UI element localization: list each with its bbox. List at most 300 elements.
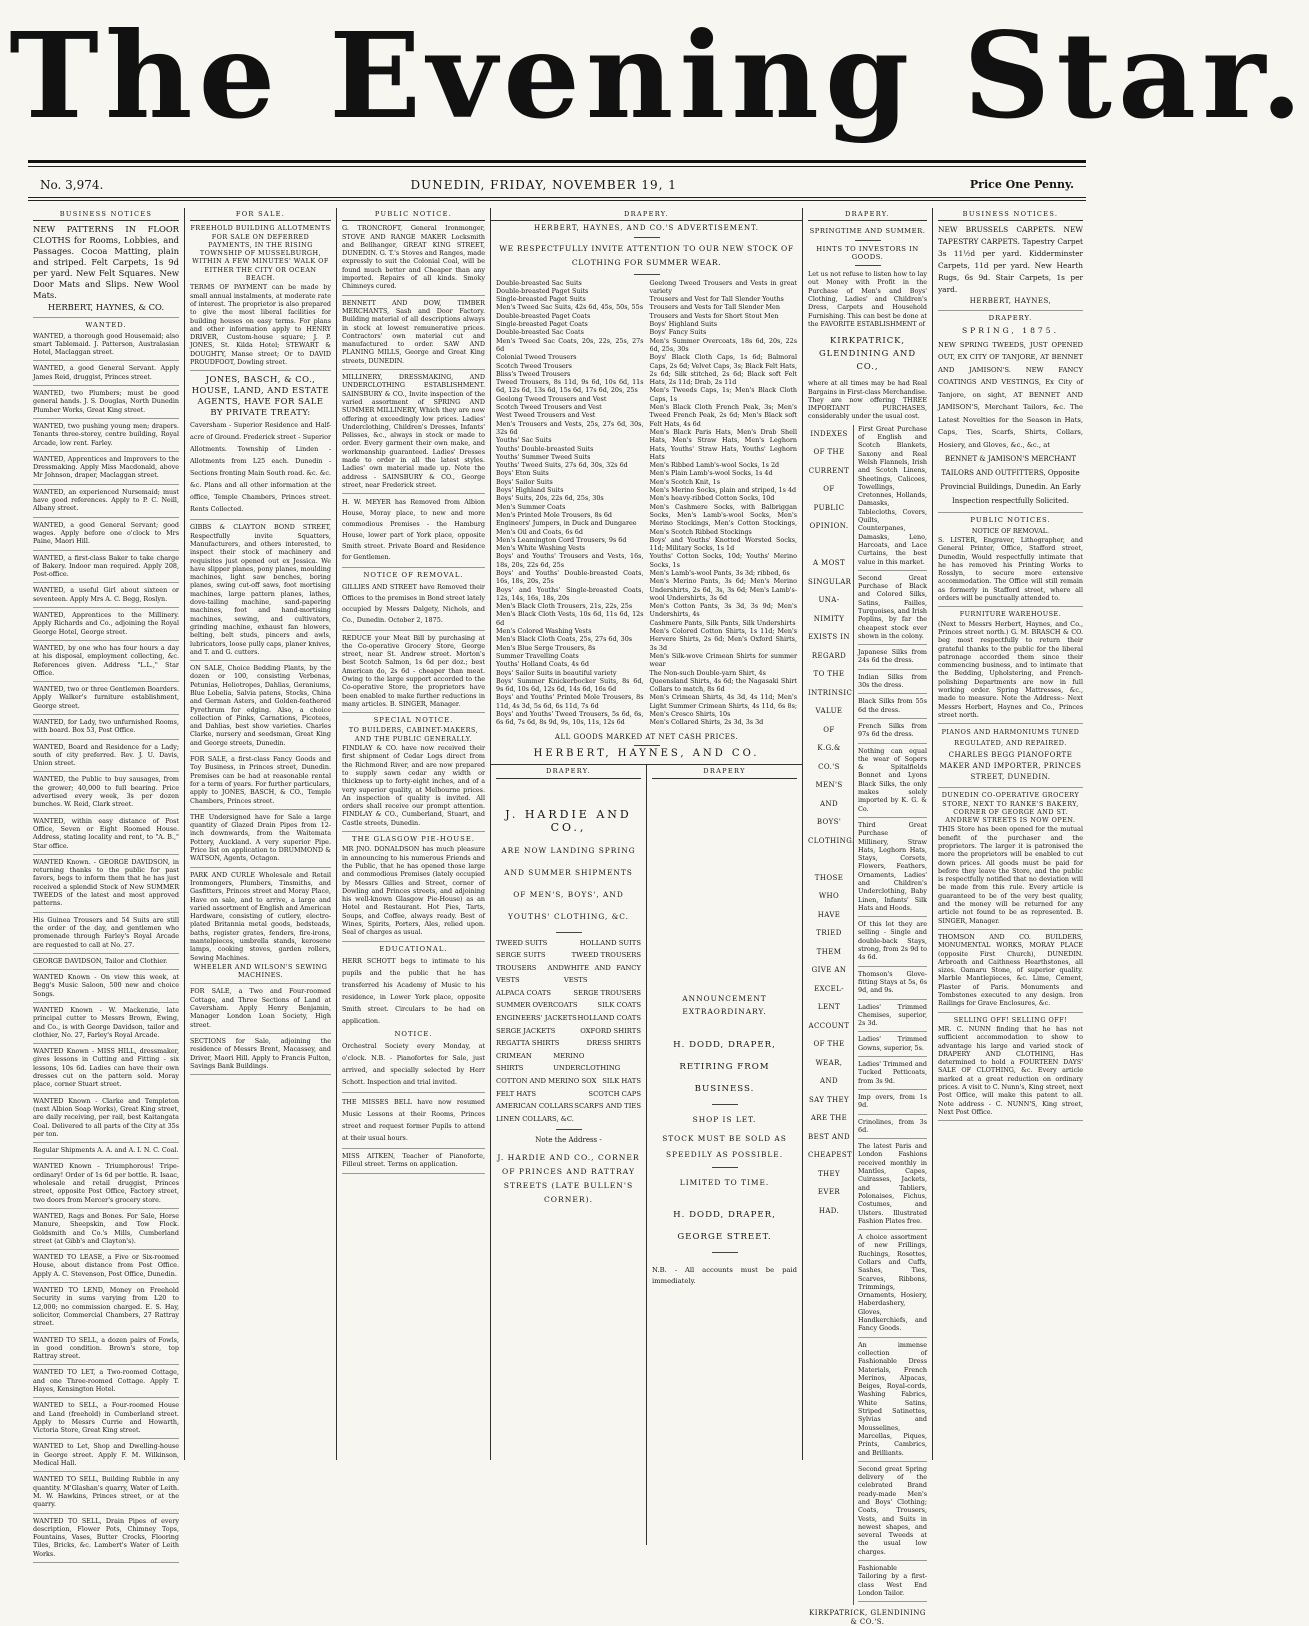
dateline-rule <box>28 197 1086 198</box>
opinion-word <box>808 850 850 869</box>
purchase-item <box>858 1142 927 1230</box>
item-text: Of this lot they are selling - Single and double-back Stays, strong, from 2s 9d to 4s 6d. <box>858 920 927 962</box>
section-heading: PUBLIC NOTICES. <box>970 516 1051 525</box>
wanted-ad <box>33 1212 179 1250</box>
list-item: Men's Black Cloth Coats, 25s, 27s 6d, 30s <box>496 635 633 644</box>
item-text: The latest Paris and London Fashions received monthly in Mantles, Capes, Cuirasses, Jackets, and Tabliers, Polonaises, Fichus, Costumes, and Ulsters. Illustrated Fashion Plates free. <box>858 1142 927 1225</box>
stock-note: STOCK MUST BE SOLD AS SPEEDILY AS POSSIBLE. <box>662 1133 787 1159</box>
ad-text: WANTED, a good General Servant; good wages. Apply before one o'clock to Mrs Paine, Maori Hill. <box>33 520 179 546</box>
opinion-word: EXISTS IN <box>808 633 850 642</box>
ad-text: WANTED, a first-class Baker to take charge of Bakery. Indoor man required. Apply 208, Post-office. <box>33 553 179 579</box>
ad-title: HERBERT, HAYNES, AND CO.'S ADVERTISEMENT. <box>533 224 760 233</box>
column-heading: DRAPERY. <box>491 208 802 221</box>
opinion-word: THEM <box>816 947 842 956</box>
ad-text: WANTED to SELL, a Four-roomed House and Land (freehold) in Cumberland street. Apply to Messrs Currie and Howarth, Victoria Store, Great King street. <box>33 1401 179 1435</box>
herbert-haynes-advertisement <box>491 224 802 765</box>
opinion-word: K.G.& CO.'S <box>817 744 841 771</box>
ad-text: GIBBS & CLAYTON BOND STREET, Respectfully invite Squatters, Manufacturers, and others interested, to inspect their stock of machinery and requisites just opened out ex Jessica. We have slipper planes, pony planes, moulding machines, light saw benches, boring planes, swing cut-off saws, foot mortising machines, large pattern planes, lathes, dove-tailing machine, sand-papering machines, foot and hand-mortising machines, sewing, and cultivators, grinding machine, exhaust fan blowers, belting, belt studs, pincers and awls, lubricators, loose pully caps, planer knives, and T. and G. cutters. <box>190 523 331 656</box>
list-item: Boys' Suits, 20s, 22s 6d, 25s, 30s <box>496 494 604 503</box>
ad-text: WANTED Known - MISS HILL, dressmaker, gives lessons in Cutting and Fitting - six lessons, 10s 6d. Ladies can have their own dresses cut on the pattern sold. Moray place, corner Stuart street. <box>33 1047 179 1089</box>
purchase-item <box>858 1060 927 1090</box>
ad-text: H. W. MEYER has Removed from Albion House, Moray place, to new and more commodious Premises - the Hamburg House, lower part of York place, opposite Smith street. Private Board and Residence for Gentlemen. <box>342 498 485 562</box>
item-row <box>496 1100 641 1113</box>
item-row <box>496 987 641 1000</box>
troncroft-ad <box>342 224 485 295</box>
item-text: Fashionable Tailoring by a first-class West End London Tailor. <box>858 1564 927 1597</box>
floor-cloths-notice <box>33 224 179 318</box>
item-label: ENGINEERS' JACKETS <box>496 1014 577 1023</box>
masthead-rule <box>28 160 1086 163</box>
ad-text: WANTED TO LEND, Money on Freehold Security in sums varying from L20 to L2,000; no commission charged. E. S. Hay, solicitor, Commercial Chambers, 27 Rattray street. <box>33 1286 179 1328</box>
list-item: Double-breasted Paget Suits <box>496 286 589 295</box>
opinion-word: HAVE <box>817 910 841 919</box>
glasgow-pie-house-ad <box>342 835 485 942</box>
list-item: Engineers' Jumpers, in Duck and Dungaree <box>496 519 637 528</box>
wanted-ad <box>33 1517 179 1563</box>
ad-text: THOMSON AND CO. BUILDERS, MONUMENTAL WORKS, MORAY PLACE (opposite First Church), DUNEDIN. Arbroath and Caithness Hearthstones, all sizes. Oamaru Stone, of superior quality. Marble Mantlepieces, &c. Lime, Cement, Plaster of Paris. Monuments and Tombstones executed to any design. Iron Railings for Grave Enclosures, &c. <box>938 932 1083 1008</box>
park-curle-ad <box>190 871 331 985</box>
ad-text: WANTED, an experienced Nursemaid; must have good references. Apply to P. C. Neill, Albany street. <box>33 487 179 513</box>
opinion-word: AND <box>820 799 838 808</box>
item-label: WHITE AND FANCY VESTS <box>563 963 641 985</box>
shop-let: SHOP IS LET. <box>692 1114 757 1124</box>
wanted-ad <box>33 389 179 419</box>
purchase-item <box>858 1564 927 1602</box>
hardie-items <box>496 937 641 1126</box>
opinion-word: OF THE <box>813 448 845 457</box>
ad-text: WANTED, two or three Gentlemen Boarders. Apply Walker's furniture establishment, George street. <box>33 685 179 710</box>
ad-text: MISS AITKEN, Teacher of Pianoforte, Filleul street. Terms on application. <box>342 1152 485 1169</box>
ad-signature: HERBERT, HAYNES, & CO. <box>47 302 165 313</box>
opinion-word: WEAR, <box>815 1058 843 1067</box>
ad-text: THE Undersigned have for Sale a large quantity of Glazed Drain Pipes from 12-inch downwards, from the Waitemata Pottery, Auckland. A very superior Pipe. Price list on application to DRUMMOND & WATSON, Agents, Octagon. <box>190 812 331 863</box>
purchase-item <box>858 1093 927 1115</box>
ad-text: Caversham - Superior Residence and Half-acre of Ground. Frederick street - Superior Allotments. Township of Linden - Allotments from L25 each. Dunedin - Sections fronting Main South road. &c. &c. &c. Plans and all other information at the office, Temple Chambers, Princes street. Rents Collected. <box>190 421 331 514</box>
list-item: Boys' and Youths' Printed Mole Trousers, 8s 11d, 4s 3d, 5s 6d, 6s 11d, 7s 6d <box>496 693 644 710</box>
opinion-word: ACCOUNT <box>808 1021 850 1030</box>
ad-text: SECTIONS for Sale, adjoining the residence of Messrs Brent, Macassey, and Driver, Maori Hill. Apply to Francis Fulton, Savings Bank Buildings. <box>190 1036 331 1070</box>
list-item: Boys' Sailor Suits in beautiful variety <box>496 668 617 677</box>
announcement: ANNOUNCEMENT EXTRAORDINARY. <box>682 993 767 1016</box>
clothing-list-right <box>650 279 798 727</box>
wanted-ad <box>33 858 179 913</box>
item-text: Black Silks from 55s 6d the dress. <box>858 697 927 714</box>
hardie-name: J. HARDIE AND CO., <box>505 807 632 834</box>
purchase-item <box>858 425 927 571</box>
purchase-item <box>858 648 927 670</box>
list-item: Trousers and Vests for Short Stout Men <box>649 311 779 320</box>
purchase-item <box>858 697 927 719</box>
ad-text: WANTED, by one who has four hours a day at his disposal, employment collecting, &c. References given. Address "L.L.," Star Office. <box>33 643 179 677</box>
list-item: Men's Tweed Sac Suits, 42s 6d, 45s, 50s, 55s <box>496 303 643 312</box>
column-heading: DRAPERY. <box>808 208 927 221</box>
item-row <box>496 999 641 1012</box>
opinion-word: MEN'S <box>815 781 843 790</box>
wanted-ad <box>33 364 179 386</box>
wanted-ad <box>33 1253 179 1283</box>
intro-title: SPRINGTIME AND SUMMER. <box>809 227 926 236</box>
item-label: TROUSERS AND VESTS <box>496 963 564 985</box>
opinion-words <box>808 425 854 1606</box>
item-text: Crinolines, from 3s 6d. <box>858 1117 927 1134</box>
list-item: Boys' Summer Knickerbocker Suits, 8s 6d, 9s 6d, 10s 6d, 12s 6d, 14s 6d, 16s 6d <box>496 676 644 694</box>
list-item: Men's Merino Socks, plain and striped, 1s 4d <box>649 486 797 495</box>
item-label: COTTON AND MERINO SOX <box>496 1077 597 1086</box>
item-label: SERGE JACKETS <box>496 1026 556 1035</box>
ad-text: FOR SALE, a Two and Four-roomed Cottage, and Three Sections of Land at Caversham. Apply Henry Benjamin, Manager London Loan Society, High street. <box>190 987 331 1029</box>
item-label: HOLLAND COATS <box>577 1014 641 1023</box>
list-item: Bliss's Tweed Trousers <box>496 369 571 378</box>
item-label: HOLLAND SUITS <box>579 938 641 947</box>
item-row <box>496 1025 641 1038</box>
wanted-ads <box>33 332 179 1563</box>
opinion-word: VALUE <box>815 707 843 716</box>
ad-text: WANTED Known - W. Mackenzie, late principal cutter to Messrs Brown, Ewing, and Co., is with George Davidson, tailor and clothier, No. 27, Farley's Royal Arcade. <box>33 1006 179 1039</box>
column-for-sale <box>185 208 337 1460</box>
list-item: Youths' Holland Coats, 4s 6d <box>496 660 589 669</box>
list-item: The Non-such Double-yarn Shirt, 4s <box>649 668 766 677</box>
list-item: Men's Black Cloth Vests, 10s 6d, 11s 6d, 12s 6d <box>496 610 644 627</box>
miss-aitken-ad <box>342 1152 485 1174</box>
ad-heading: FURNITURE WAREHOUSE. <box>959 610 1062 619</box>
clothing-list-left <box>496 279 644 727</box>
column-heading: BUSINESS NOTICES <box>33 208 179 221</box>
list-item: Boys' and Youths' Knotted Worsted Socks, 11d; Military Socks, 1s 1d <box>649 535 797 553</box>
masthead <box>9 6 1309 146</box>
accounts-note: N.B. - All accounts must be paid immediately. <box>652 1265 797 1285</box>
opinion-word: OF <box>823 725 835 734</box>
list-item: Youths' Double-breasted Suits <box>496 444 594 453</box>
item-text: Ladies' Trimmed Chemises, superior, 2s 3d. <box>858 1002 927 1028</box>
opinion-word: REGARD <box>811 651 847 660</box>
list-item: Boys' and Youths' Double-breasted Coats, 16s, 18s, 20s, 25s <box>496 568 644 586</box>
ad-text: G. TRONCROFT, General Ironmonger, STOVE AND RANGE MAKER Locksmith and Bellhanger, GREAT KING STREET, DUNEDIN. G. T.'s Stoves and Ranges, made expressly to suit the Colonial Coal, will be found much better and Cheaper than any imported. Repairs of all kinds. Smoky Chimneys cured. <box>342 224 485 291</box>
nunn-ad <box>938 1016 1083 1122</box>
misses-bell-ad <box>342 1096 485 1149</box>
ad-text: WANTED TO LET, a Two-roomed Cottage, and one Three-roomed Cottage. Apply T. Hayes, Kensington Hotel. <box>33 1368 179 1393</box>
list-item: Men's Oil and Coats, 6s 6d <box>496 527 583 536</box>
subcolumn-heading: DRAPERY <box>652 765 797 778</box>
wanted-ad <box>33 644 179 682</box>
dateline-rule-2 <box>28 200 1086 201</box>
ad-text: THE MISSES BELL have now resumed Music Lessons at their Rooms, Princes street and request former Pupils to attend at their usual hours. <box>342 1098 485 1143</box>
ad-text: S. LISTER, Engraver, Lithographer, and General Printer, Office, Stafford street, Dunedin, Would respectfully intimate that he has removed his Printing Works to Rosslyn, to secure more extensive accommodation. The Office will still remain as formerly in Stafford street, where all orders will be punctually attended to. <box>938 535 1083 603</box>
ad-text: WANTED Known - Triumphorous! Tripe-ordinary! Order of 1s 6d per bottle. R. Isaac, wholesale and retail druggist, Princes street, opposite Post Office, Factory street, two doors from Mercer's grocery store. <box>33 1162 179 1204</box>
list-item: Men's Lamb's-wool Pants, 3s 3d; ribbed, 6s <box>649 568 790 577</box>
opinion-word: OF <box>823 485 835 494</box>
bennet-jamison-ad <box>938 324 1083 514</box>
ad-text: GILLIES AND STREET have Removed their Offices to the premises in Bond street lately occupied by Messrs Dalgety, Nichols, and Co., Dunedin. October 2, 1875. <box>342 582 485 624</box>
ad-text: CHARLES BEGG PIANOFORTE MAKER AND IMPORTER, PRINCES STREET, DUNEDIN. <box>939 751 1082 782</box>
ad-heading: THE GLASGOW PIE-HOUSE. <box>352 835 475 844</box>
column-heading: BUSINESS NOTICES. <box>938 208 1083 221</box>
wanted-ad <box>33 1475 179 1513</box>
purchase-item <box>858 574 927 645</box>
wanted-ad <box>33 1368 179 1398</box>
dodd-address: H. DODD, DRAPER, GEORGE STREET. <box>673 1209 776 1242</box>
list-item: Single-breasted Paget Suits <box>496 295 586 304</box>
co-operative-store-ad <box>938 791 1083 930</box>
ad-title: JONES, BASCH, & CO., HOUSE, LAND, AND ESTATE AGENTS, HAVE FOR SALE BY PRIVATE TREATY: <box>191 374 330 418</box>
ad-heading: SPECIAL NOTICE. <box>373 716 454 725</box>
ad-heading: DUNEDIN CO-OPERATIVE GROCERY STORE, NEXT TO RANKE'S BAKERY, CORNER OF GEORGE AND ST. ANDREW STREETS IS NOW OPEN. <box>941 791 1080 825</box>
list-item: Men's Summer Coats <box>496 502 566 511</box>
list-item: Men's Cotton Pants, 3s 3d, 3s 9d; Men's Undershirts, 4s <box>649 602 797 619</box>
opinion-word: NIMITY <box>813 614 845 623</box>
bedding-plants-ad <box>190 664 331 752</box>
dateline <box>40 178 1074 198</box>
item-text: An immense collection of Fashionable Dress Materials, French Merinos, Alpacas, Beiges, Royal-cords, Washing Fabrics, White Satins, Striped Satinettes, Sylvias and Mousselines, Marcellas, Piques, Prints, Cambrics, and Brilliants. <box>858 1340 927 1457</box>
item-text: Thomson's Glove-fitting Stays at 5s, 6s 9d, and 9s. <box>858 969 927 995</box>
ad-subheading: TO BUILDERS, CABINET-MAKERS, AND THE PUBLIC GENERALLY. <box>348 726 479 743</box>
wanted-ad <box>33 1097 179 1143</box>
ad-text: NEW PATTERNS IN FLOOR CLOTHS for Rooms, Lobbies, and Passages. Cocoa Matting, plain and striped. Felt Carpets, 1s 9d per yard. New Felt Squares. New Door Mats and Slips. New Wool Mats. <box>33 224 179 301</box>
wanted-ad <box>33 455 179 485</box>
opinion-word: A MOST <box>812 559 846 568</box>
price: Price One Penny. <box>969 178 1074 191</box>
ad-text: WANTED, two pushing young men; drapers. Tenants three-storey, centre building, Royal Arcade, low rent. Farley. <box>33 421 179 447</box>
ad-heading: SELLING OFF! SELLING OFF! <box>953 1015 1068 1024</box>
ad-text: WANTED TO LEASE, a Five or Six-roomed House, about distance from Post Office. Apply A. C. Stevenson, Post Office, Dunedin. <box>33 1253 179 1278</box>
list-item: Tweed Trousers, 8s 11d, 9s 6d, 10s 6d, 11s 6d, 12s 6d, 13s 6d, 15s 6d, 17s 6d, 20s, 25s <box>496 378 644 395</box>
item-label: SILK COATS <box>597 1001 641 1010</box>
list-item: Men's heavy-ribbed Cotton Socks, 10d <box>649 494 775 503</box>
list-item: Men's Silk-wove Crimean Shirts for summer wear <box>649 651 797 669</box>
opinion-word: CLOTHING. <box>808 836 855 845</box>
item-text: French Silks from 97s 6d the dress. <box>858 721 927 739</box>
item-label: FELT HATS <box>496 1089 536 1098</box>
opinion-word: EXCEL- <box>814 984 844 993</box>
address-note: Note the Address - <box>535 1136 602 1145</box>
list-item: Geelong Tweed Trousers and Vests in great variety <box>649 278 797 295</box>
limited-time: LIMITED TO TIME. <box>679 1177 770 1187</box>
sections-sale-ad <box>190 1037 331 1075</box>
opinion-word: BOYS' <box>816 818 842 827</box>
item-label: TWEED SUITS <box>496 938 548 947</box>
drain-pipes-ad <box>190 813 331 868</box>
bennett-dow-ad <box>342 299 485 370</box>
list-item: Youths' Cotton Socks, 10d; Youths' Merino Socks, 1s <box>649 552 797 569</box>
ad-intro: WE RESPECTFULLY INVITE ATTENTION TO OUR NEW STOCK OF CLOTHING FOR SUMMER WEAR. <box>499 243 794 267</box>
ad-text: PARK AND CURLE Wholesale and Retail Ironmongers, Plumbers, Tinsmiths, and Gasfitters, Princes street and Moray Place, Have on sale, and to arrive, a large and varied assortment of English and American Hardware, consisting of cutlery, electro-plated Britannia metal goods, bedsteads, baths, register grates, fenders, fire-irons, mantelpieces, umbrella stands, kerosene lamps, cooking stoves, garden rollers, Sewing Machines. <box>190 870 331 962</box>
opinion-word: THOSE <box>814 873 844 882</box>
meyer-ad <box>342 497 485 568</box>
meat-bill-ad <box>342 634 485 714</box>
jones-basch-ad <box>190 374 331 520</box>
item-row <box>496 962 641 987</box>
clothing-lists <box>496 279 797 727</box>
list-item: Queensland Shirts, 4s 6d; the Nagasaki Shirt Collars to match, 8s 6d <box>649 676 797 694</box>
list-item: Youths' Tweed Suits, 27s 6d, 30s, 32s 6d <box>496 461 628 470</box>
wanted-ad <box>33 916 179 954</box>
list-item: Men's Collared Shirts, 2s 3d, 3s 3d <box>649 718 764 727</box>
list-item: Men's Plain Lamb's-wool Socks, 1s 4d <box>649 469 773 478</box>
opinion-word: LENT <box>817 1003 841 1012</box>
list-item: Men's Colored Washing Vests <box>496 627 592 636</box>
list-item: Men's Scotch Knit, 1s <box>649 477 721 486</box>
item-label: SUMMER OVERCOATS <box>496 1001 578 1010</box>
ad-heading: NOTICE. <box>394 1029 433 1038</box>
ad-text: BENNET & JAMISON'S MERCHANT TAILORS AND OUTFITTERS, Opposite Provincial Buildings, Dunedin. An Early Inspection respectfully Solicited. <box>940 455 1081 506</box>
ad-text: WANTED Known - Clarke and Templeton (next Albion Soap Works), Great King street, are daily receiving, per rail, best Kaitangata Coal. Delivered to all parts of the City at 35s per ton. <box>33 1096 179 1138</box>
purchase-item <box>858 1465 927 1561</box>
list-item: Trousers and Vests for Tall Slender Men <box>649 303 780 312</box>
wanted-ad <box>33 586 179 608</box>
item-label: SCOTCH CAPS <box>588 1089 641 1098</box>
column-business-notices-2 <box>933 208 1088 1460</box>
ad-text: BENNETT AND DOW, TIMBER MERCHANTS, Sash and Door Factory. Building material of all descriptions always in stock at lowest remunerative prices. Contractors' own material cut and manufactured to order. SAW AND PLANING MILLS, George and Great King streets, DUNEDIN. <box>342 298 485 365</box>
subcolumn-heading: DRAPERY. <box>496 765 641 778</box>
firm-footer: KIRKPATRICK, GLENDINING & CO.'S. <box>809 1609 926 1626</box>
item-text: Second Great Purchase of Black and Colored Silks, Satins, Failles, Turquoises, and Irish Poplins, by far the cheapest stock ever shown in the colony. <box>858 573 928 640</box>
list-item: Scotch Tweed Trousers and Vest <box>496 403 602 412</box>
wanted-ad <box>33 1162 179 1208</box>
item-label: REGATTA SHIRTS <box>496 1039 560 1048</box>
purchase-item <box>858 920 927 966</box>
opinion-word: PUBLIC <box>813 503 845 512</box>
list-item: Cashmere Pants, Silk Pants, Silk Undershirts <box>649 618 796 627</box>
ad-text: WHEELER AND WILSON'S SEWING MACHINES. <box>193 962 328 980</box>
ad-text: WANTED, Apprentices to the Millinery. Apply Richards and Co., adjoining the Royal George Hotel, George street. <box>33 611 179 636</box>
list-item: Boys' and Youths' Trousers and Vests, 16s, 18s, 20s, 22s 6d, 25s <box>496 552 644 569</box>
ad-text: WANTED, a useful Girl about sixteen or seventeen. Apply Mrs A. C. Begg, Roslyn. <box>33 586 179 603</box>
ad-heading: EDUCATIONAL. <box>379 944 448 953</box>
section-heading: DRAPERY. <box>988 313 1033 322</box>
list-item: West Tweed Trousers and Vest <box>496 411 596 420</box>
purchase-item <box>858 1003 927 1033</box>
opinion-word: AND <box>820 1077 838 1086</box>
wanted-ad <box>33 1047 179 1093</box>
opinion-word: SAY THEY <box>808 1095 850 1104</box>
item-text: Ladies' Trimmed Gowns, superior, 5s. <box>858 1035 927 1052</box>
ad-text: REDUCE your Meat Bill by purchasing at the Co-operative Grocery Store, George street, near St. Andrew street. Morton's best Scotch Salmon, 1s 6d per doz.; best American do, 2s 6d - cheaper than meat. Owing to the large support accorded to the Co-operative Store, the proprietors have been enabled to make further reductions in many articles. B. SINGER, Manager. <box>342 633 485 708</box>
item-label: SERGE TROUSERS <box>573 988 641 997</box>
list-item: Men's Tweed Sac Coats, 20s, 22s, 25s, 27s 6d <box>496 336 644 353</box>
list-item: Men's Printed Mole Trousers, 8s 6d <box>496 510 613 519</box>
opinion-word: EVER <box>817 1188 841 1197</box>
wanted-ad <box>33 743 179 773</box>
item-label: SCARFS AND TIES <box>574 1102 641 1111</box>
list-item: Boys' Fancy Suits <box>649 328 707 337</box>
list-item: Men's Trousers and Vests, 25s, 27s 6d, 30s, 32s 6d <box>496 419 644 436</box>
opinion-word: UNA- <box>818 596 840 605</box>
ad-text: Orchestral Society every Monday, at o'clock. N.B. - Pianofortes for Sale, just arrived, and specially selected by Herr Schott. Inspection and trial invited. <box>342 1042 485 1087</box>
item-label: OXFORD SHIRTS <box>580 1026 641 1035</box>
ad-text: NEW SPRING TWEEDS, JUST OPENED OUT, EX CITY OF TANJORE, AT BENNET AND JAMISON'S. NEW FANCY COATINGS AND VESTINGS, Ex City of Tanjore, on sight, AT BENNET AND JAMISON'S, Merchant Tailors, &c. The Latest Novelties for the Season in Hats, Caps, Ties, Scarfs, Shirts, Collars, Hosiery, and Gloves, &c., &c., at <box>938 340 1083 449</box>
list-item: Boys' and Youths' Single-breasted Coats, 12s, 14s, 16s, 18s, 20s <box>496 585 644 602</box>
item-row <box>496 1050 641 1075</box>
item-label: MERINO UNDERCLOTHING <box>553 1051 621 1073</box>
list-item: Colonial Tweed Trousers <box>496 353 577 362</box>
item-text: A choice assortment of new Frillings, Ruchings, Rosettes, Collars and Cuffs, Sashes, Ties, Scarves, Ribbons, Trimmings, Ornaments, Hosiery, Haberdashery, Gloves, Handkerchiefs, and Fancy Goods. <box>858 1233 927 1333</box>
list-item: Double-breasted Sac Coats <box>496 328 584 337</box>
ad-text: WANTED, Rags and Bones. For Sale, Horse Manure, Sheepskin, and Tow Flock. Goldsmith and Co.'s Mills, Cumberland street (at Gibb's and Clayton's). <box>33 1211 179 1245</box>
list-item: Men's Merino Pants, 3s 6d; Men's Merino Undershirts, 2s 6d, 3s, 3s 6d; Men's Lamb's-wool Undershirts, 3s 6d <box>649 577 797 602</box>
item-text: Japanese Silks from 24s 6d the dress. <box>858 648 927 665</box>
list-item: Men's Colored Cotton Shirts, 1s 11d; Men's Hervere Shirts, 2s 6d; Men's Oxford Shirts, 3s 3d <box>649 627 797 652</box>
opinion-word: TO THE <box>813 670 845 679</box>
wanted-ad <box>33 332 179 362</box>
ad-text: (Next to Messrs Herbert, Haynes, and Co., Princes street north.) G. M. BRASCH & CO. beg most respectfully to return their grateful thanks to the public for the liberal patronage accorded them since their commencing business, and to intimate that the Bedding, Upholstering, and French-polishing Departments are now in full working order. Spring Mattresses, &c., made to measure. Note the Address:- Next Messrs Herbert, Haynes and Co., Princes street north. <box>938 619 1083 719</box>
intro-text: Let us not refuse to listen how to lay out Money with Profit in the Purchase of Men's and Boys' Clothing, Ladies' and Children's Dress, Carpets and Household Furnishing. This can best be done at the FAVORITE ESTABLISHMENT of <box>808 270 927 328</box>
wanted-ad <box>33 1286 179 1332</box>
item-label: LINEN COLLARS, &C. <box>496 1114 574 1123</box>
list-item: Men's Crimean Shirts, 4s 3d, 4s 11d; Men's Light Summer Crimean Shirts, 4s 11d, 6s 8s; Men's Cresco Shirts, 10s <box>649 693 797 719</box>
musselburgh-ad <box>190 224 331 371</box>
list-item: Boys' Highland Suits <box>649 320 718 329</box>
opinion-word: SINGULAR <box>808 577 852 586</box>
ad-text: WANTED, Board and Residence for a Lady; south of city preferred. Rev. J. U. Davis, Union street. <box>33 742 179 768</box>
column-heading: FOR SALE. <box>190 208 331 221</box>
list-item: Boys' Eton Suits <box>496 469 549 478</box>
findlay-ad <box>342 716 485 832</box>
item-label: AMERICAN COLLARS <box>496 1102 574 1111</box>
masthead-rule-thin <box>28 166 1086 167</box>
purchase-item <box>858 747 927 818</box>
ad-text: FREEHOLD BUILDING ALLOTMENTS FOR SALE ON DEFERRED PAYMENTS, IN THE RISING TOWNSHIP OF MUSSELBURGH, WITHIN A FEW MINUTES' WALK OF EITHER THE CITY OR OCEAN BEACH. <box>190 224 331 283</box>
wanted-ad <box>33 521 179 551</box>
item-text: Indian Silks from 30s the dress. <box>858 672 927 690</box>
brasch-ad <box>938 610 1083 724</box>
purchase-item <box>858 673 927 695</box>
purchase-items <box>854 425 927 1606</box>
opinion-word: CURRENT <box>808 466 850 475</box>
wanted-ad <box>33 1006 179 1044</box>
ad-text: WANTED Known - On view this week, at Begg's Music Saloon, 500 new and choice Songs. <box>33 973 179 998</box>
ad-text: Regular Shipments A. A. and A. I. N. C. Coal. <box>33 1146 179 1155</box>
ad-text: WANTED, a thorough good Housemaid; also smart Tablemaid. J. Patterson, Australasian Hotel, Maclaggan street. <box>33 331 179 357</box>
ad-text: WANTED, Apprentices and Improvers to the Dressmaking. Apply Miss Macdonald, above Mr Johnson, draper, Maclaggan street. <box>33 454 179 480</box>
ad-text: WANTED, the Public to buy sausages, from the grower; 40,000 to full bearing. Price advertised every week, 3s per dozen bunches. W. Reid, Clark street. <box>33 775 179 809</box>
list-item: Boys' Highland Suits <box>496 486 564 495</box>
purchase-item <box>858 970 927 1000</box>
ad-text: WANTED Known. - GEORGE DAVIDSON, in returning thanks to the public for past favors, begs to inform them that he has just received a splendid Stock of New SUMMER TWEEDS of the latest and most approved patterns. <box>33 857 179 908</box>
gibbs-clayton-ad <box>190 523 331 661</box>
ad-text: HERR SCHOTT begs to intimate to his pupils and the public that he has transferred his Academy of Music to his residence, in Lower York place, opposite Smith street. Circulars to be had on application. <box>342 956 485 1025</box>
drapery-subcolumns <box>491 765 802 1545</box>
opinion-word: ARE THE <box>810 1114 848 1123</box>
list-item: Youths' Sac Suits <box>496 436 552 445</box>
wanted-ad <box>33 817 179 855</box>
list-item: Men's Leamington Cord Trousers, 9s 6d <box>496 535 627 544</box>
purchase-item <box>858 821 927 917</box>
dodd-name: H. DODD, DRAPER, RETIRING FROM BUSINESS. <box>673 1039 776 1094</box>
cottage-sale-ad <box>190 987 331 1033</box>
list-item: Double-breasted Paget Coats <box>496 311 591 320</box>
ad-text: ON SALE, Choice Bedding Plants, by the dozen or 100, consisting Verbenas, Petunias, Heliotropes, Dahlias, Geraniums, Blue Lobelia, Salvia patens, Stocks, China and German Asters, and Golden-feathered Pyrethrum for edging. Also, a choice collection of Pinks, Carnations, Picotees, and Dahlias, best show varieties. Charles Clarke, nursery and seedsman, Great King and George streets, Dunedin. <box>190 664 331 747</box>
item-row <box>496 1088 641 1101</box>
lister-ad <box>938 527 1083 608</box>
wanted-ad <box>33 685 179 715</box>
firm-name: KIRKPATRICK, GLENDINING AND CO., <box>818 335 917 372</box>
list-item: Single-breasted Paget Coats <box>496 320 588 329</box>
ad-signature: HERBERT, HAYNES, <box>969 297 1052 306</box>
wanted-ad <box>33 957 179 970</box>
list-item: Men's Black Cloth French Peak, 3s; Men's Tweed French Peak, 2s 6d; Men's Black soft Felt Hats, 4s 6d <box>649 403 797 428</box>
thomson-ad <box>938 933 1083 1013</box>
opinion-word: OPINION. <box>809 522 849 531</box>
wanted-ad <box>33 718 179 740</box>
list-item: Boys' Black Cloth Caps, 1s 6d; Balmoral Caps, 2s 6d; Velvet Caps, 3s; Black Felt Hats, 2s 6d; Silk stitched, 2s 6d; Black soft Felt Hats, 2s 11d; Drab, 2s 11d <box>649 353 797 387</box>
purchase-item <box>858 1233 927 1338</box>
hardie-ad <box>491 765 647 1545</box>
column-drapery-main <box>491 208 803 1460</box>
list-item: Men's Ribbed Lamb's-wool Socks, 1s 2d <box>649 461 780 470</box>
begg-ad <box>938 727 1083 788</box>
column-heading: PUBLIC NOTICE. <box>342 208 485 221</box>
list-item: Boys' Sailor Suits <box>496 477 553 486</box>
wanted-heading: WANTED. <box>85 321 127 330</box>
